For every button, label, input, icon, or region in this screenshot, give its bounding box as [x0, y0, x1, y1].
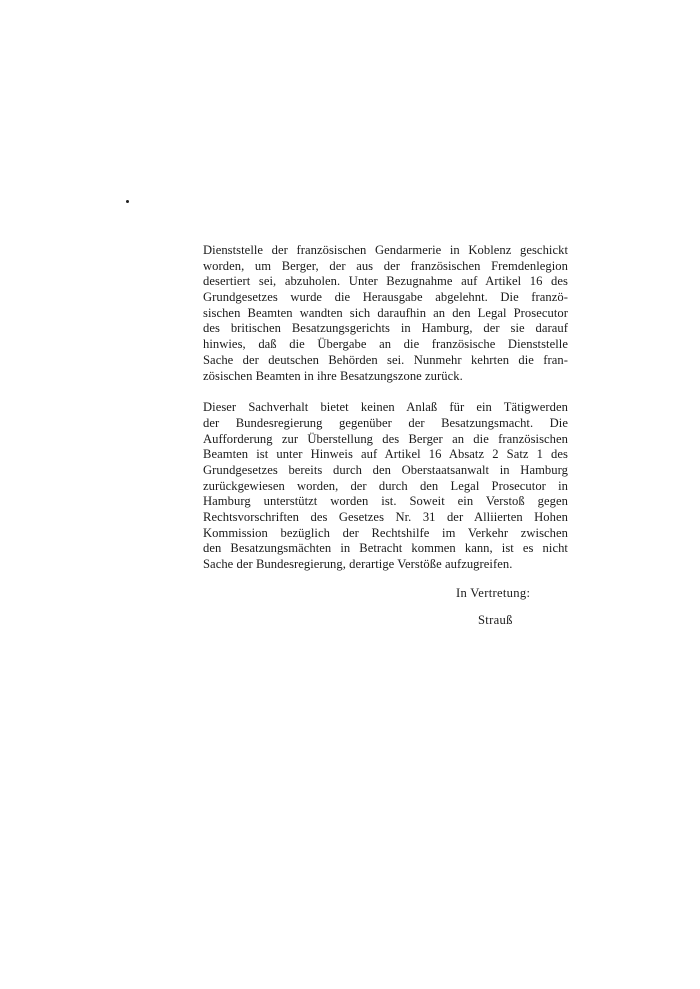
text-line: Dieser Sachverhalt bietet keinen Anlaß für ein Tätigwerden — [203, 400, 568, 415]
text-line: Dienststelle der französischen Gendarmerie in Koblenz geschickt — [203, 243, 568, 257]
closing-phrase: In Vertretung: — [456, 586, 531, 600]
text-line: sischen Beamten wandten sich daraufhin an den Legal Prosecutor — [203, 305, 568, 320]
text-line: der Bundesregierung gegenüber der Besatzungsmacht. Die — [203, 415, 568, 430]
text-line: zösischen Beamten in ihre Besatzungszone zurück. — [203, 368, 463, 383]
text-line: Grundgesetzes wurde die Herausgabe abgelehnt. Die franzö- — [203, 290, 568, 305]
text-line: Sache der deutschen Behörden sei. Nunmehr kehrten die fran- — [203, 352, 568, 367]
text-line: hinwies, daß die Übergabe an die französische Dienststelle — [203, 337, 568, 352]
text-line: desertiert sei, abzuholen. Unter Bezugnahme auf Artikel 16 des — [203, 274, 568, 289]
text-line: worden, um Berger, der aus der französischen Fremdenlegion — [203, 258, 568, 273]
text-line: Kommission bezüglich der Rechtshilfe im Verkehr zwischen — [203, 525, 568, 540]
text-line: den Besatzungsmächten in Betracht kommen kann, ist es nicht — [203, 541, 568, 556]
stray-dot-mark — [126, 200, 129, 203]
letter-body — [203, 243, 568, 573]
text-line: Sache der Bundesregierung, derartige Verstöße aufzugreifen. — [203, 557, 513, 572]
text-line: des britischen Besatzungsgerichts in Hamburg, der sie darauf — [203, 321, 568, 336]
text-line: Grundgesetzes bereits durch den Oberstaatsanwalt in Hamburg — [203, 462, 568, 477]
paragraph-2 — [203, 400, 568, 573]
signature-name: Strauß — [478, 613, 513, 627]
paragraph-1 — [203, 243, 568, 384]
text-line: Rechtsvorschriften des Gesetzes Nr. 31 der Alliierten Hohen — [203, 510, 568, 524]
text-line: Beamten ist unter Hinweis auf Artikel 16 Absatz 2 Satz 1 des — [203, 447, 568, 462]
text-line: Aufforderung zur Überstellung des Berger an die französischen — [203, 431, 568, 446]
text-line: zurückgewiesen worden, der durch den Legal Prosecutor in — [203, 478, 568, 493]
text-line: Hamburg unterstützt worden ist. Soweit ein Verstoß gegen — [203, 494, 568, 509]
